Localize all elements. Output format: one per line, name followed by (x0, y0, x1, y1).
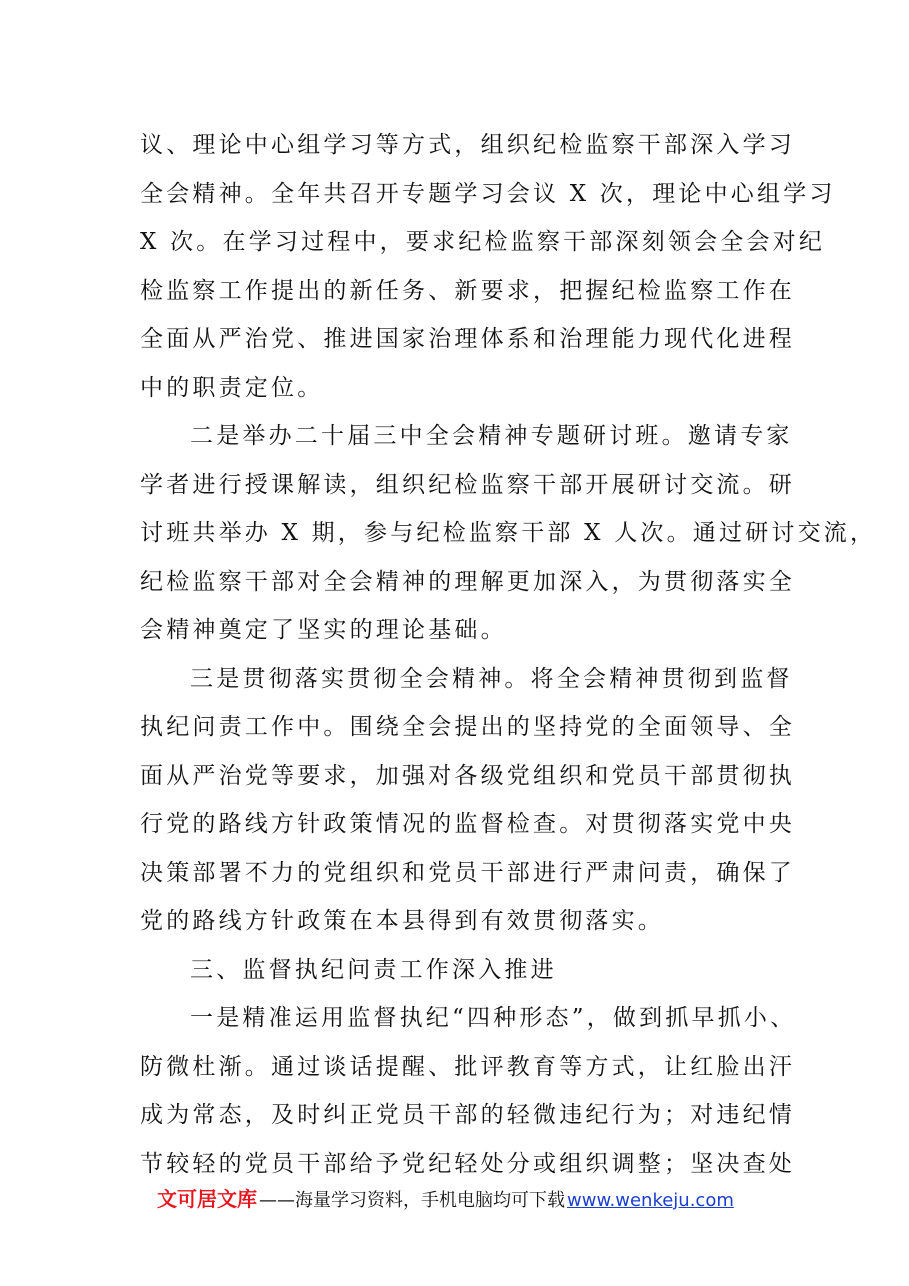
text-line: 二是举办二十届三中全会精神专题研讨班。邀请专家 (190, 423, 793, 449)
text-line: 讨班共举办 X 期，参与纪检监察干部 X 人次。通过研讨交流， (140, 520, 877, 546)
text-line: 三、监督执纪问责工作深入推进 (190, 956, 557, 983)
text-line: 执纪问责工作中。围绕全会提出的坚持党的全面领导、全 (140, 714, 795, 740)
text-line: 议、理论中心组学习等方式，组织纪检监察干部深入学习 (140, 132, 795, 158)
footer-website-link[interactable]: www.wenkeju.com (567, 1190, 734, 1211)
text-line: 检监察工作提出的新任务、新要求，把握纪检监察工作在 (140, 277, 795, 304)
footer-tagline: ——海量学习资料，手机电脑均可下载 (259, 1190, 565, 1211)
text-line: 党的路线方针政策在本县得到有效贯彻落实。 (140, 908, 664, 934)
text-line: 会精神奠定了坚实的理论基础。 (140, 617, 507, 643)
text-line: 全会精神。全年共召开专题学习会议 X 次，理论中心组学习 (140, 180, 836, 207)
document-body (140, 121, 877, 1188)
footer-banner (157, 1183, 734, 1213)
text-line: 防微杜渐。通过谈话提醒、批评教育等方式，让红脸出汗 (140, 1053, 795, 1080)
text-line: X 次。在学习过程中，要求纪检监察干部深刻领会全会对纪 (140, 229, 826, 255)
text-line: 中的职责定位。 (140, 374, 324, 401)
text-line: 一是精准运用监督执纪“四种形态”，做到抓早抓小、 (190, 1005, 797, 1031)
text-line: 学者进行授课解读，组织纪检监察干部开展研讨交流。研 (140, 471, 795, 498)
text-line: 纪检监察干部对全会精神的理解更加深入，为贯彻落实全 (140, 568, 795, 595)
text-line: 成为常态，及时纠正党员干部的轻微违纪行为；对违纪情 (140, 1102, 795, 1128)
text-line: 行党的路线方针政策情况的监督检查。对贯彻落实党中央 (140, 811, 795, 837)
footer-brand: 文可居文库 (157, 1187, 257, 1211)
text-line: 全面从严治党、推进国家治理体系和治理能力现代化进程 (140, 326, 795, 352)
text-line: 面从严治党等要求，加强对各级党组织和党员干部贯彻执 (140, 762, 795, 789)
text-line: 三是贯彻落实贯彻全会精神。将全会精神贯彻到监督 (190, 665, 793, 692)
text-line: 节较轻的党员干部给予党纪轻处分或组织调整；坚决查处 (140, 1150, 795, 1177)
text-line: 决策部署不力的党组织和党员干部进行严肃问责，确保了 (140, 859, 795, 886)
